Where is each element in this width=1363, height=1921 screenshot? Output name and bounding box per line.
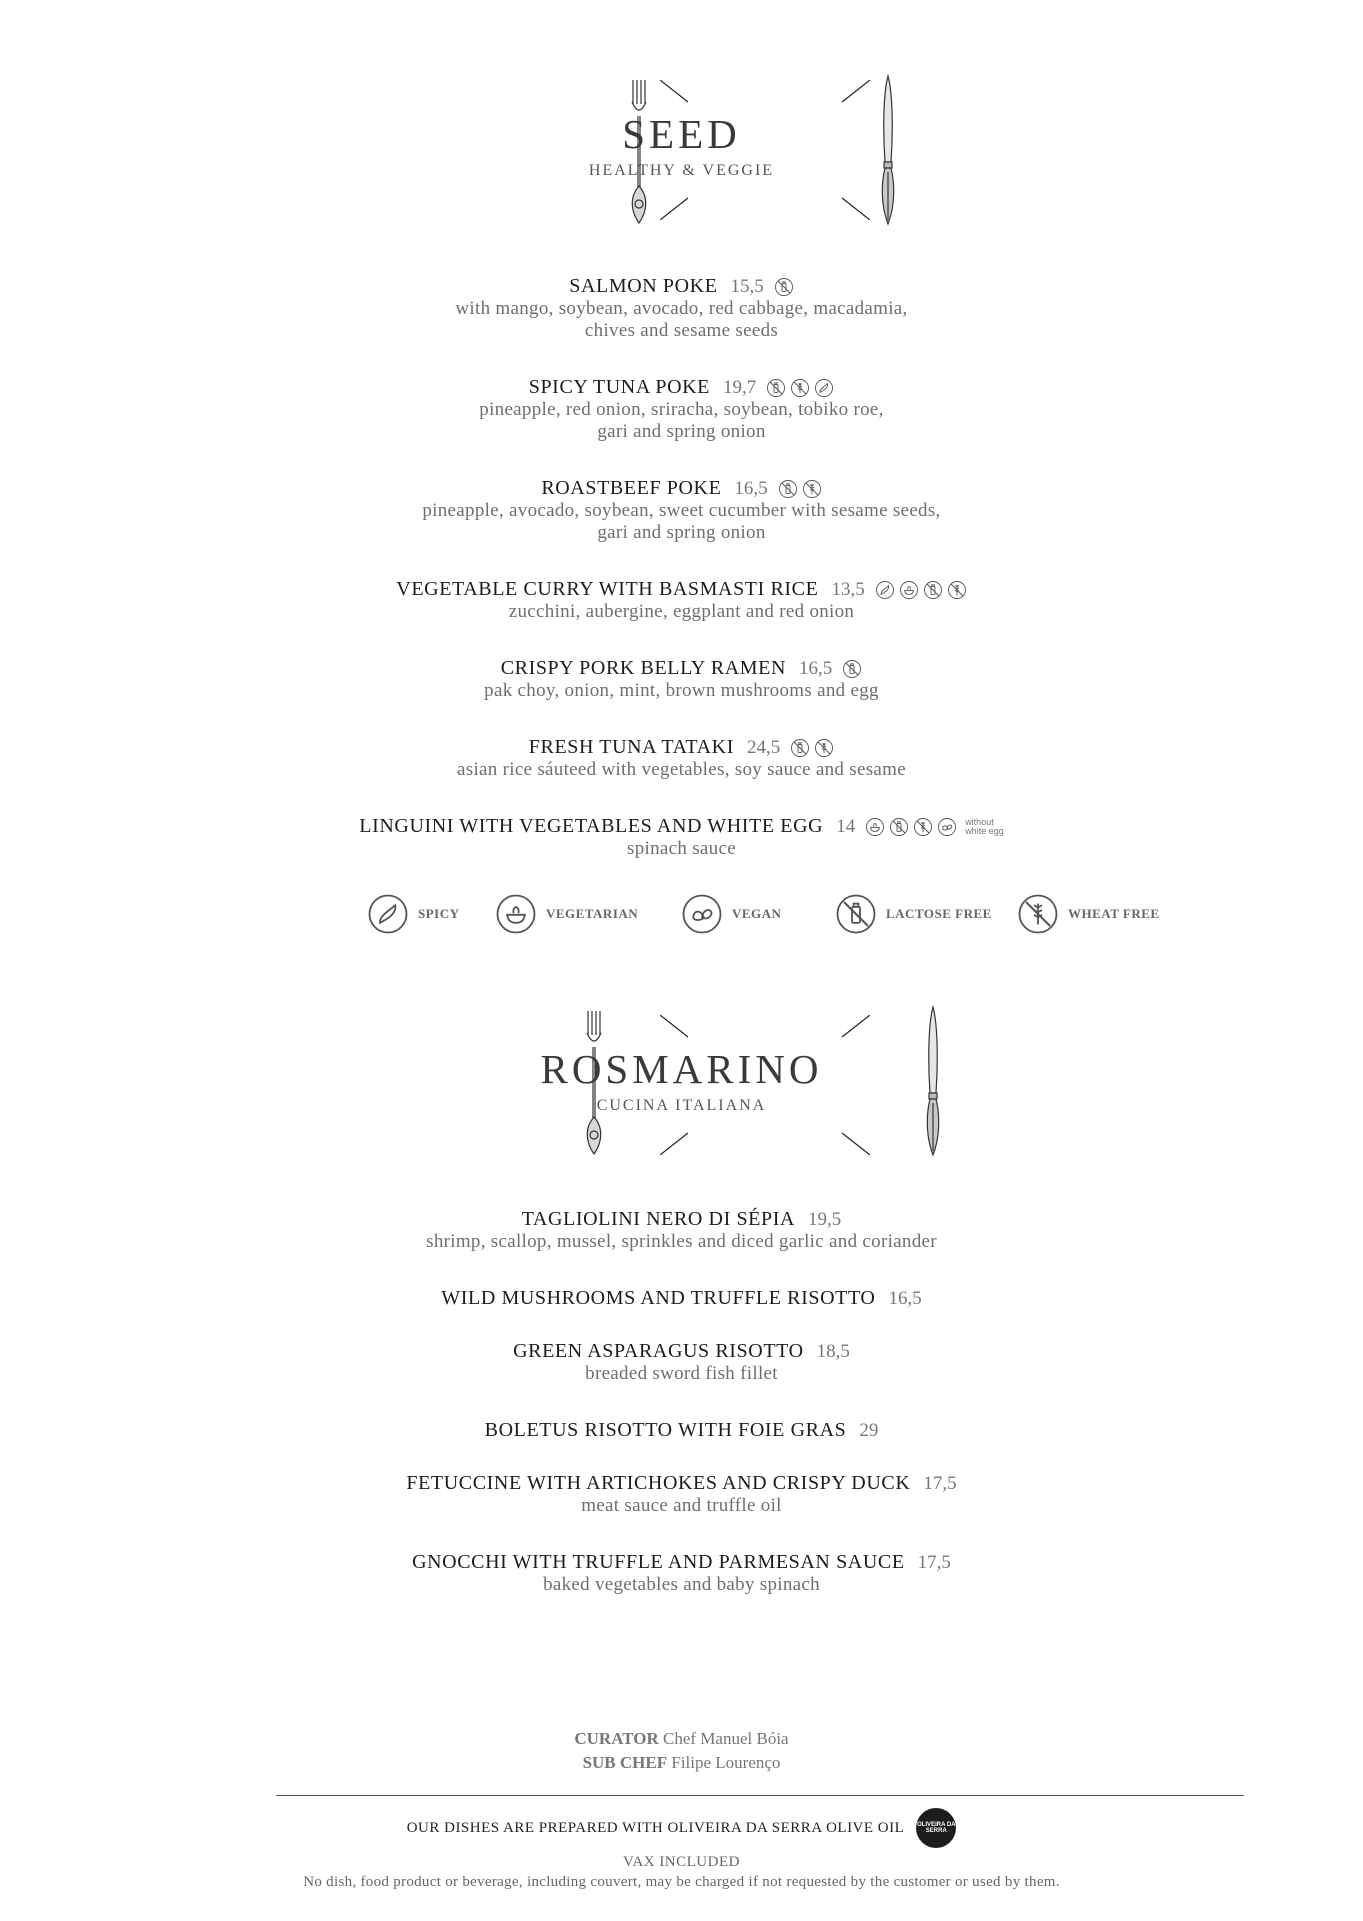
dish-name: CRISPY PORK BELLY RAMEN bbox=[500, 657, 787, 679]
dish-description: gari and spring onion bbox=[597, 522, 766, 543]
dish-description: meat sauce and truffle oil bbox=[581, 1495, 782, 1516]
menu-dish bbox=[0, 736, 1363, 781]
dish-title-line bbox=[396, 578, 966, 601]
credits bbox=[0, 1727, 1363, 1775]
rosmarino-title: ROSMARINO bbox=[540, 1046, 823, 1092]
vegetarian-icon bbox=[496, 894, 536, 934]
lactose-free-icon bbox=[778, 479, 798, 499]
legend-item-vegetarian bbox=[496, 894, 638, 934]
dish-title-line bbox=[529, 376, 835, 399]
dish-title-line bbox=[441, 1287, 921, 1310]
dish-description: spinach sauce bbox=[627, 838, 736, 859]
seed-header bbox=[0, 70, 1363, 230]
dish-name: ROASTBEEF POKE bbox=[541, 477, 722, 499]
menu-dish bbox=[0, 1208, 1363, 1253]
wheat-free-icon bbox=[947, 580, 967, 600]
lactose-free-icon bbox=[766, 378, 786, 398]
legend-label: VEGAN bbox=[732, 906, 782, 921]
dish-price: 14 bbox=[836, 815, 856, 837]
wheat-free-icon bbox=[913, 817, 933, 837]
dish-icon-note-line: without bbox=[965, 816, 994, 827]
dish-price: 16,5 bbox=[888, 1287, 922, 1309]
lactose-free-icon bbox=[842, 659, 862, 679]
rosmarino-subtitle: CUCINA ITALIANA bbox=[596, 1097, 767, 1114]
lactose-free-icon bbox=[923, 580, 943, 600]
legend-label: LACTOSE FREE bbox=[886, 906, 992, 921]
dish-name: FETUCCINE WITH ARTICHOKES AND CRISPY DUCK bbox=[406, 1472, 911, 1494]
dish-price: 13,5 bbox=[831, 578, 865, 600]
menu-dish bbox=[0, 1472, 1363, 1517]
menu-dish bbox=[0, 477, 1363, 544]
dish-description: baked vegetables and baby spinach bbox=[543, 1574, 820, 1595]
dish-diet-icons bbox=[875, 580, 967, 600]
dish-title-line bbox=[522, 1208, 842, 1231]
wheat-free-icon bbox=[1018, 894, 1058, 934]
dish-diet-icons bbox=[842, 659, 862, 679]
dish-description: breaded sword fish fillet bbox=[585, 1363, 778, 1384]
subchef-name: Filipe Lourenço bbox=[671, 1753, 781, 1772]
dish-description: asian rice sáuteed with vegetables, soy sauce and sesame bbox=[457, 759, 906, 780]
dish-price: 18,5 bbox=[816, 1340, 850, 1362]
oliveira-da-serra-logo bbox=[916, 1808, 956, 1848]
wheat-free-icon bbox=[790, 378, 810, 398]
dish-price: 17,5 bbox=[923, 1472, 957, 1494]
dish-icon-note bbox=[965, 818, 1004, 836]
spicy-icon bbox=[814, 378, 834, 398]
menu-dish bbox=[0, 815, 1363, 860]
menu-dish bbox=[0, 1340, 1363, 1385]
vegetarian-icon bbox=[899, 580, 919, 600]
dish-name: SALMON POKE bbox=[569, 275, 718, 297]
menu-dish bbox=[0, 1551, 1363, 1596]
vegan-icon bbox=[682, 894, 722, 934]
lactose-free-icon bbox=[836, 894, 876, 934]
menu-dish bbox=[0, 578, 1363, 623]
dish-price: 19,5 bbox=[808, 1208, 842, 1230]
dish-name: GNOCCHI WITH TRUFFLE AND PARMESAN SAUCE bbox=[412, 1551, 905, 1573]
dish-description: pineapple, avocado, soybean, sweet cucumber with sesame seeds, bbox=[422, 500, 941, 521]
dish-price: 17,5 bbox=[917, 1551, 951, 1573]
dish-description: with mango, soybean, avocado, red cabbage, macadamia, bbox=[455, 298, 908, 319]
dish-title-line bbox=[359, 815, 1003, 838]
dish-description: shrimp, scallop, mussel, sprinkles and diced garlic and coriander bbox=[426, 1231, 937, 1252]
dish-title-line bbox=[513, 1340, 850, 1363]
dish-name: SPICY TUNA POKE bbox=[528, 376, 710, 398]
dish-title-line bbox=[501, 657, 863, 680]
dish-price: 15,5 bbox=[730, 275, 764, 297]
dish-price: 16,5 bbox=[799, 657, 833, 679]
legend-label: WHEAT FREE bbox=[1068, 906, 1160, 921]
dish-name: TAGLIOLINI NERO DI SÉPIA bbox=[521, 1208, 796, 1230]
seed-title: SEED bbox=[622, 111, 741, 157]
subchef-label: SUB CHEF bbox=[582, 1753, 668, 1772]
lactose-free-icon bbox=[889, 817, 909, 837]
vegan-icon bbox=[937, 817, 957, 837]
disclaimer: No dish, food product or beverage, including couvert, may be charged if not requested by the customer or used by them. bbox=[303, 1874, 1060, 1890]
curator-line bbox=[0, 1727, 1363, 1751]
footer-divider bbox=[276, 1795, 1244, 1796]
subchef-line bbox=[0, 1751, 1363, 1775]
wheat-free-icon bbox=[814, 738, 834, 758]
menu-dish bbox=[0, 657, 1363, 702]
dish-price: 16,5 bbox=[734, 477, 768, 499]
menu-dish bbox=[0, 1287, 1363, 1310]
dish-title-line bbox=[485, 1419, 879, 1442]
dish-diet-icons bbox=[774, 277, 794, 297]
dish-title-line bbox=[406, 1472, 956, 1495]
curator-name: Chef Manuel Bóia bbox=[663, 1729, 789, 1748]
dish-price: 24,5 bbox=[746, 736, 781, 758]
olive-oil-text: OUR DISHES ARE PREPARED WITH OLIVEIRA DA SERRA OLIVE OIL bbox=[406, 1819, 905, 1836]
dish-name: WILD MUSHROOMS AND TRUFFLE RISOTTO bbox=[441, 1287, 876, 1309]
spicy-icon bbox=[875, 580, 895, 600]
vax-note: VAX INCLUDED bbox=[623, 1854, 740, 1870]
dish-name: GREEN ASPARAGUS RISOTTO bbox=[513, 1340, 804, 1362]
vegetarian-icon bbox=[865, 817, 885, 837]
dish-title-line bbox=[529, 736, 834, 759]
rosmarino-header bbox=[0, 1005, 1363, 1165]
dish-description: chives and sesame seeds bbox=[584, 320, 779, 341]
menu-dish bbox=[0, 275, 1363, 342]
dish-diet-icons bbox=[790, 738, 834, 758]
lactose-free-icon bbox=[790, 738, 810, 758]
dish-diet-icons bbox=[778, 479, 822, 499]
menu-dish bbox=[0, 1419, 1363, 1442]
legend-item-vegan bbox=[682, 894, 781, 934]
legend-label: VEGETARIAN bbox=[546, 906, 639, 921]
menu-dish bbox=[0, 376, 1363, 443]
wheat-free-icon bbox=[802, 479, 822, 499]
lactose-free-icon bbox=[774, 277, 794, 297]
spicy-icon bbox=[368, 894, 408, 934]
dish-title-line bbox=[569, 275, 794, 298]
dish-diet-icons bbox=[766, 378, 834, 398]
dish-name: LINGUINI WITH VEGETABLES AND WHITE EGG bbox=[359, 815, 824, 837]
olive-oil-line bbox=[0, 1808, 1363, 1848]
dish-price: 19,7 bbox=[723, 376, 757, 398]
legend-item-spicy bbox=[368, 894, 460, 934]
seed-subtitle: HEALTHY & VEGGIE bbox=[588, 162, 775, 179]
oil-logo-text: OLIVEIRA DA SERRA bbox=[917, 1822, 956, 1834]
legend-label: SPICY bbox=[418, 906, 460, 921]
dish-title-line bbox=[541, 477, 821, 500]
dish-name: FRESH TUNA TATAKI bbox=[528, 736, 734, 758]
curator-label: CURATOR bbox=[574, 1729, 659, 1748]
legend-item-lactose-free bbox=[836, 894, 992, 934]
dish-icon-note-line: white egg bbox=[965, 825, 1004, 836]
dish-description: pineapple, red onion, sriracha, soybean, tobiko roe, bbox=[479, 399, 884, 420]
dish-diet-icons bbox=[865, 817, 1004, 837]
dish-description: gari and spring onion bbox=[597, 421, 766, 442]
legend-item-wheat-free bbox=[1018, 894, 1160, 934]
dish-description: zucchini, aubergine, eggplant and red onion bbox=[508, 601, 855, 622]
dish-name: VEGETABLE CURRY WITH BASMASTI RICE bbox=[396, 578, 819, 600]
dish-description: pak choy, onion, mint, brown mushrooms and egg bbox=[484, 680, 879, 701]
dish-name: BOLETUS RISOTTO WITH FOIE GRAS bbox=[484, 1419, 847, 1441]
dish-title-line bbox=[412, 1551, 951, 1574]
dish-price: 29 bbox=[859, 1419, 879, 1441]
